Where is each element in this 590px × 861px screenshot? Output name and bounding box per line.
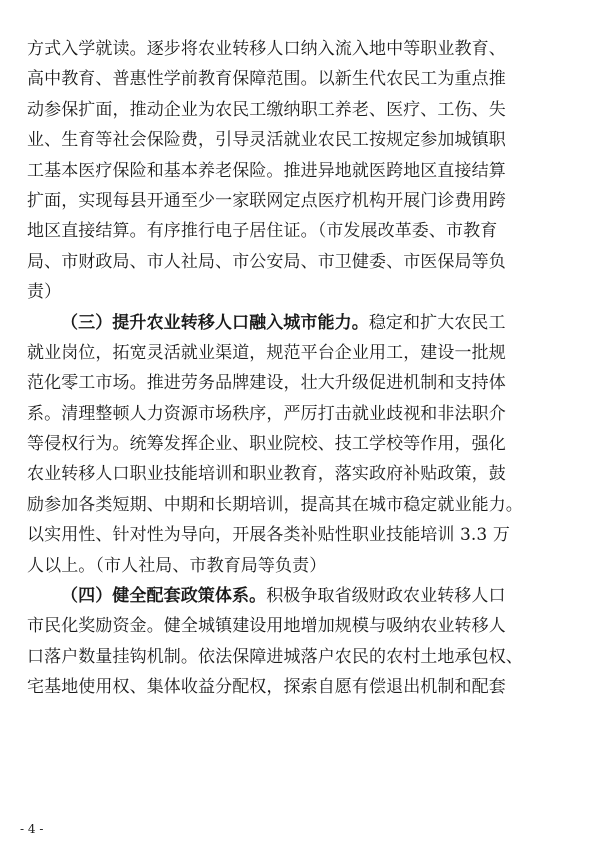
text-line: 就业岗位，拓宽灵活就业渠道，规范平台企业用工，建设一批规 (27, 342, 506, 363)
text-line: 等侵权行为。统筹发挥企业、职业院校、技工学校等作用，强化 (27, 434, 506, 455)
text-line: 宅基地使用权、集体收益分配权，探索自愿有偿退出机制和配套 (27, 677, 506, 698)
text-line: 地区直接结算。有序推行电子居住证。（市发展改革委、市教育 (27, 221, 498, 242)
text-line: 范化零工市场。推进劳务品牌建设，壮大升级促进机制和支持体 (27, 373, 506, 394)
text-line: 农业转移人口职业技能培训和职业教育，落实政府补贴政策，鼓 (27, 464, 506, 485)
page-number: - 4 - (20, 822, 44, 836)
text-line: 市民化奖励资金。健全城镇建设用地增加规模与吸纳农业转移人 (27, 616, 506, 637)
text-line: 口落户数量挂钩机制。依法保障进城落户农民的农村土地承包权、 (27, 646, 523, 667)
text-line: 业、生育等社会保险费，引导灵活就业农民工按规定参加城镇职 (27, 130, 506, 151)
text-line-segment: 稳定和扩大农民工 (368, 312, 506, 333)
section-three-heading: （三）提升农业转移人口融入城市能力。 (61, 312, 369, 333)
text-line: 人以上。（市人社局、市教育局等负责） (27, 555, 327, 576)
text-line: 责） (27, 282, 62, 303)
text-line: 方式入学就读。逐步将农业转移人口纳入流入地中等职业教育、 (27, 39, 506, 59)
text-line: 动参保扩面，推动企业为农民工缴纳职工养老、医疗、工伤、失 (27, 99, 506, 120)
text-line: 局、市财政局、市人社局、市公安局、市卫健委、市医保局等负 (27, 251, 506, 272)
body-text (27, 34, 557, 703)
section-four-heading: （四）健全配套政策体系。 (61, 586, 267, 607)
text-line: 扩面，实现每县开通至少一家联网定点医疗机构开展门诊费用跨 (27, 190, 506, 211)
section-three-first-line (27, 308, 557, 338)
section-four-first-line (27, 581, 557, 611)
text-line-segment: 积极争取省级财政农业转移人口 (266, 586, 506, 607)
text-line: 工基本医疗保险和基本养老保险。推进异地就医跨地区直接结算 (27, 160, 506, 181)
text-line: 高中教育、普惠性学前教育保障范围。以新生代农民工为重点推 (27, 69, 506, 90)
text-line: 系。清理整顿人力资源市场秩序，严厉打击就业歧视和非法职介 (27, 403, 506, 424)
text-line: 以实用性、针对性为导向，开展各类补贴性职业技能培训 3.3 万 (27, 525, 510, 546)
text-line: 励参加各类短期、中期和长期培训，提高其在城市稳定就业能力。 (27, 494, 523, 515)
